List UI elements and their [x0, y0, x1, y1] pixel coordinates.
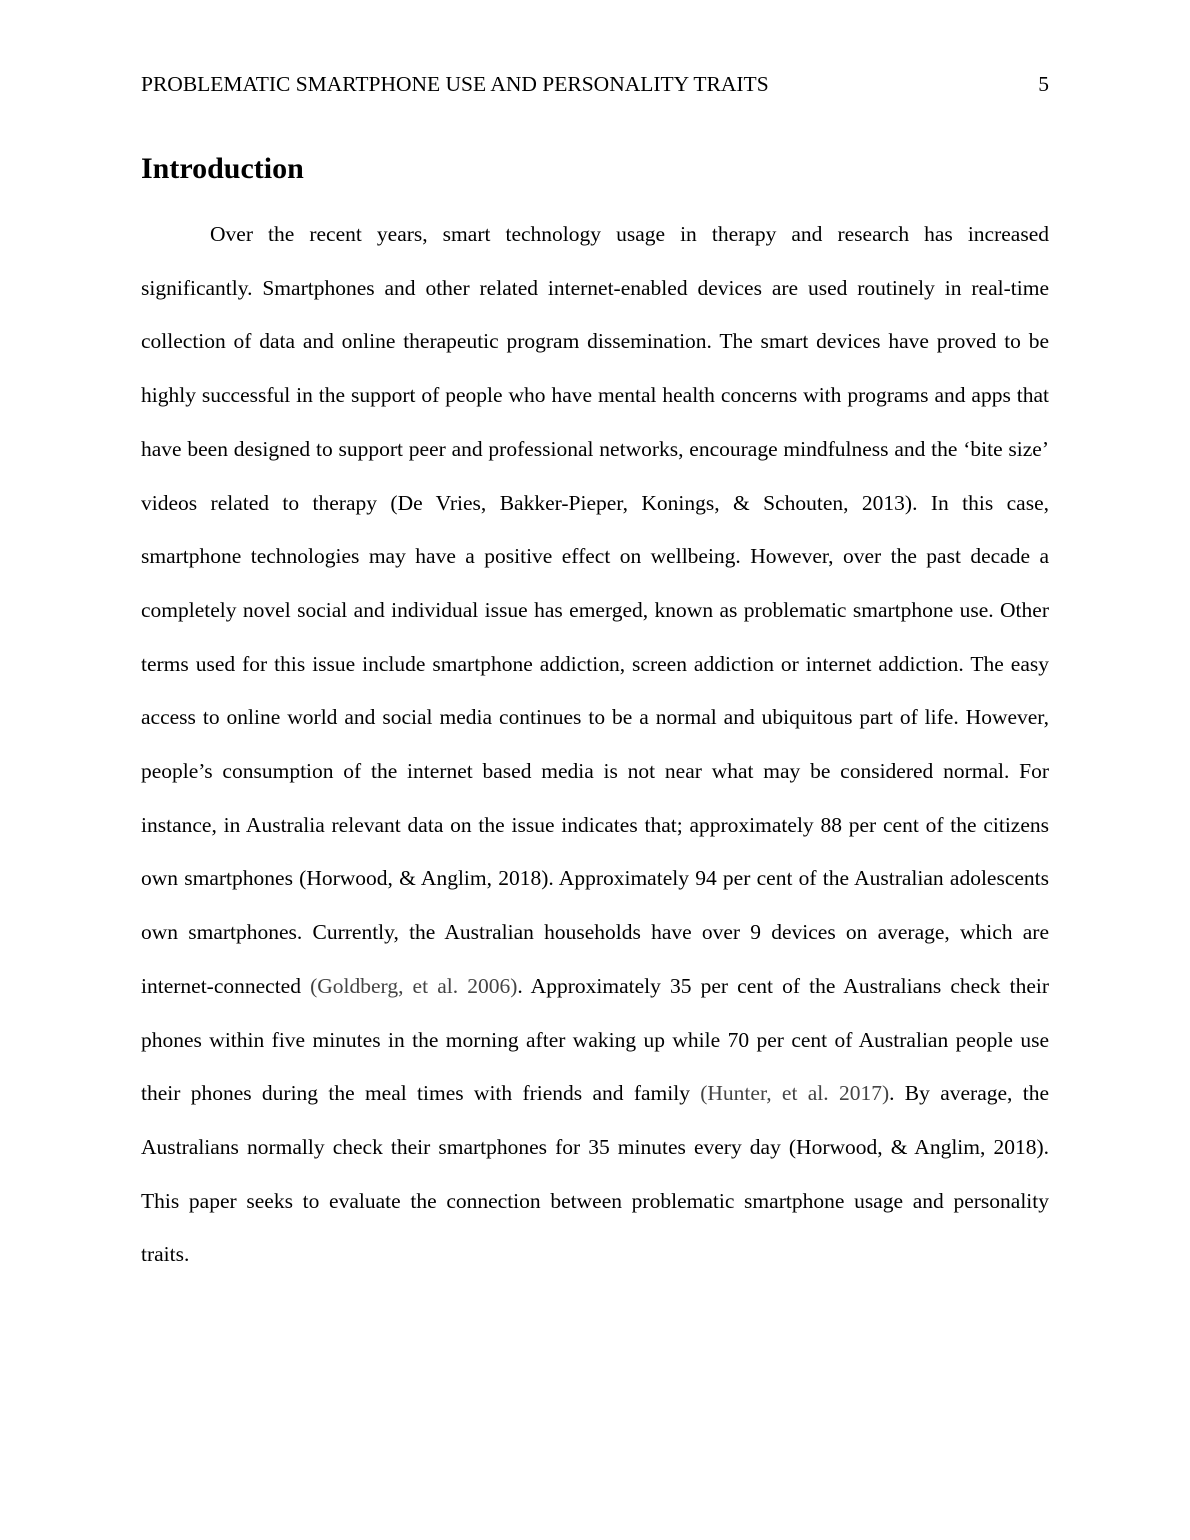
paragraph-text-part-1: Over the recent years, smart technology usage in therapy and research has increased significantly. Smartphones and other related internet-enabled devices are used routinely in real-time collection of data and online therapeutic program dissemination. The smart devices have proved to be highly successful in the support of people who have mental health concerns with programs and apps that have been designed to support peer and professional networks, encourage mindfulness and the ‘bite size’ videos related to therapy (De Vries, Bakker-Pieper, Konings, & Schouten, 2013). In this case, smartphone technologies may have a positive effect on wellbeing. However, over the past decade a completely novel social and individual issue has emerged, known as problematic smartphone use. Other terms used for this issue include smartphone addiction, screen addiction or internet addiction. The easy access to online world and social media continues to be a normal and ubiquitous part of life. However, people’s consumption of the internet based media is not near what may be considered normal. For instance, in Australia relevant data on the issue indicates that; approximately 88 per cent of the citizens own smartphones (Horwood, & Anglim, 2018). Approximately 94 per cent of the Australian adolescents own smartphones. Currently, the Australian households have over 9 devices on average, which are internet-connected	[141, 222, 1049, 998]
running-head-title: PROBLEMATIC SMARTPHONE USE AND PERSONALITY TRAITS	[141, 72, 769, 96]
section-heading: Introduction	[141, 152, 304, 185]
body-paragraph	[141, 208, 1049, 1282]
paragraph-text-part-2: . Approximately 35 per cent of the Australians check their phones within five minutes in the morning after waking up while 70 per cent of Australian people use their phones during the meal times with friends and family	[141, 973, 1049, 1106]
citation-hunter: (Hunter, et al. 2017)	[700, 1081, 890, 1106]
paragraph-text-part-3: . By average, the Australians normally check their smartphones for 35 minutes every day (Horwood, & Anglim, 2018). This paper seeks to evaluate the connection between problematic smartphone usage and personality traits.	[141, 1081, 1049, 1267]
citation-goldberg: (Goldberg, et al. 2006)	[310, 973, 518, 998]
page-number: 5	[1038, 72, 1049, 96]
running-head	[141, 69, 1049, 99]
